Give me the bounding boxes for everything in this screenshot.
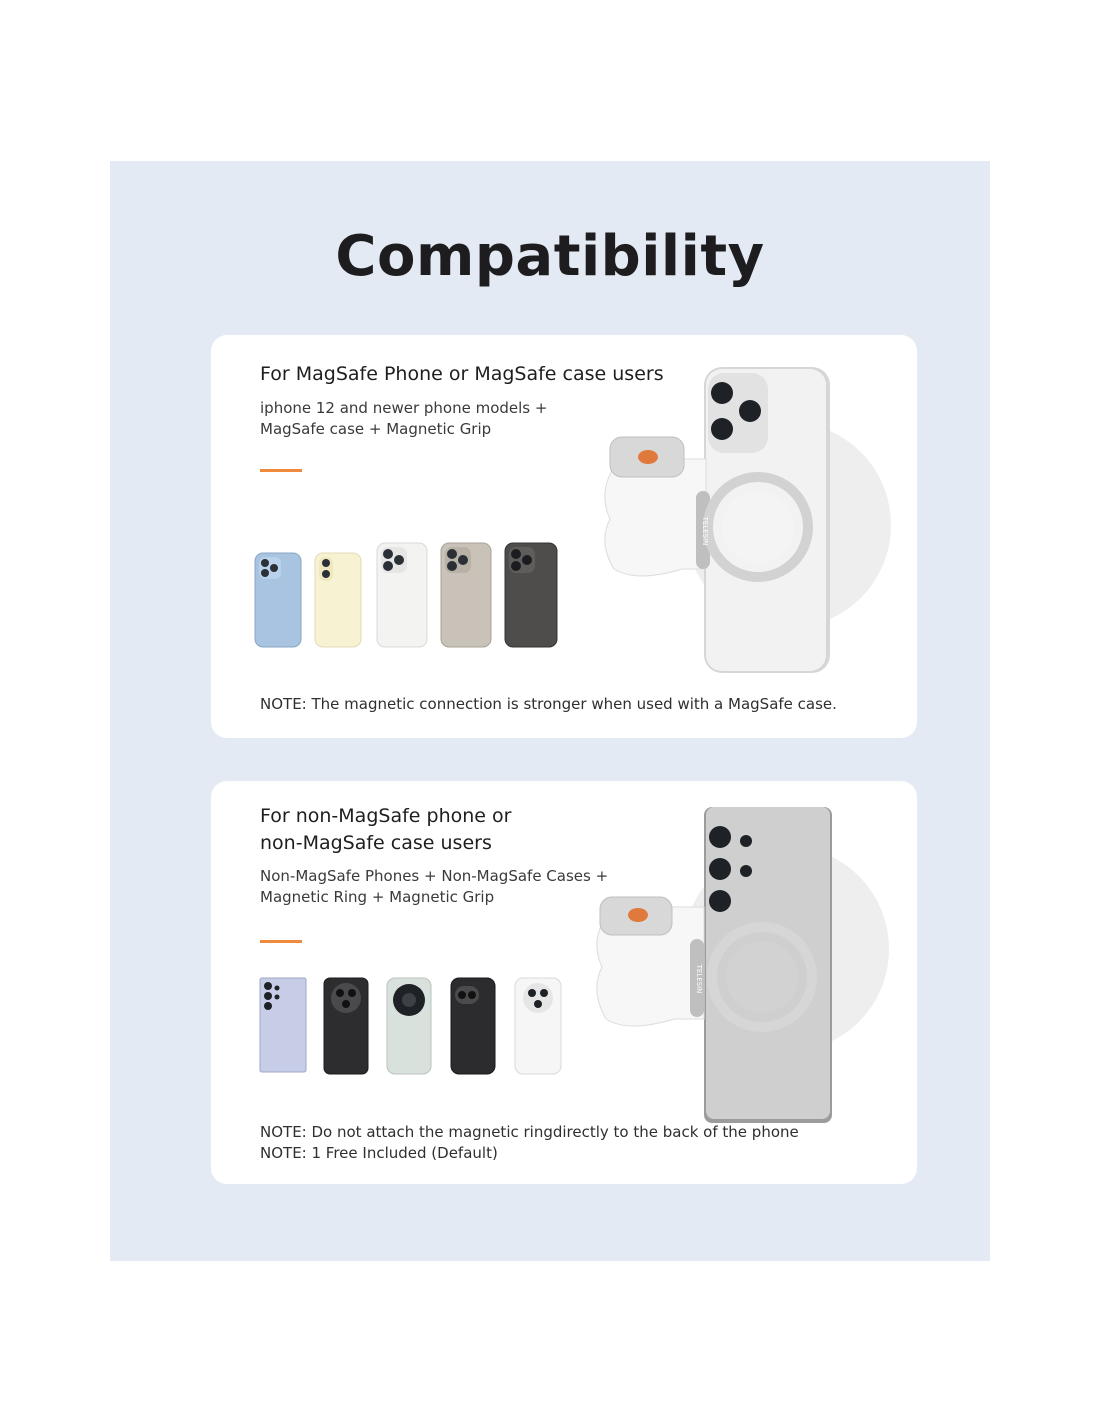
phone-thumb-galaxy-ultra-lavender xyxy=(260,978,306,1072)
phone-thumb-white-round-camera xyxy=(515,978,561,1074)
card-notes xyxy=(260,1122,799,1164)
compatible-phones-row xyxy=(258,976,568,1078)
brand-logo-text: TELESIN xyxy=(695,964,703,994)
note-line: NOTE: Do not attach the magnetic ringdirectly to the back of the phone xyxy=(260,1123,799,1141)
description-line: MagSafe case + Magnetic Grip xyxy=(260,420,492,438)
note-line: NOTE: The magnetic connection is stronger when used with a MagSafe case. xyxy=(260,695,837,713)
note-line: NOTE: 1 Free Included (Default) xyxy=(260,1144,498,1162)
description-line: iphone 12 and newer phone models + xyxy=(260,399,548,417)
phone-thumb-natural-titanium xyxy=(441,543,491,647)
card-heading: For MagSafe Phone or MagSafe case users xyxy=(260,363,664,385)
page-title: Compatibility xyxy=(335,224,765,289)
card-description xyxy=(260,866,620,908)
heading-line: For non-MagSafe phone or xyxy=(260,805,512,827)
description-line: Magnetic Ring + Magnetic Grip xyxy=(260,888,495,906)
non-magsafe-grip-hero-image xyxy=(586,805,896,1127)
description-line: Non-MagSafe Phones + Non-MagSafe Cases + xyxy=(260,867,609,885)
accent-divider xyxy=(260,940,302,943)
phone-thumb-white xyxy=(377,543,427,647)
phone-thumb-yellow xyxy=(315,553,361,647)
compatible-phones-row xyxy=(254,541,564,651)
brand-logo-text: TELESIN xyxy=(701,516,709,546)
heading-line: non-MagSafe case users xyxy=(260,832,492,854)
card-note xyxy=(260,694,837,715)
phone-thumb-black-round-camera xyxy=(324,978,368,1074)
phone-thumb-blue xyxy=(255,553,301,647)
card-description xyxy=(260,398,620,440)
phone-thumb-pixel-black xyxy=(451,978,495,1074)
magsafe-users-card xyxy=(211,335,917,738)
phone-thumb-black-titanium xyxy=(505,543,557,647)
non-magsafe-users-card xyxy=(211,781,917,1184)
magsafe-grip-hero-image xyxy=(596,363,896,683)
phone-thumb-sage-round-camera xyxy=(387,978,431,1074)
accent-divider xyxy=(260,469,302,472)
